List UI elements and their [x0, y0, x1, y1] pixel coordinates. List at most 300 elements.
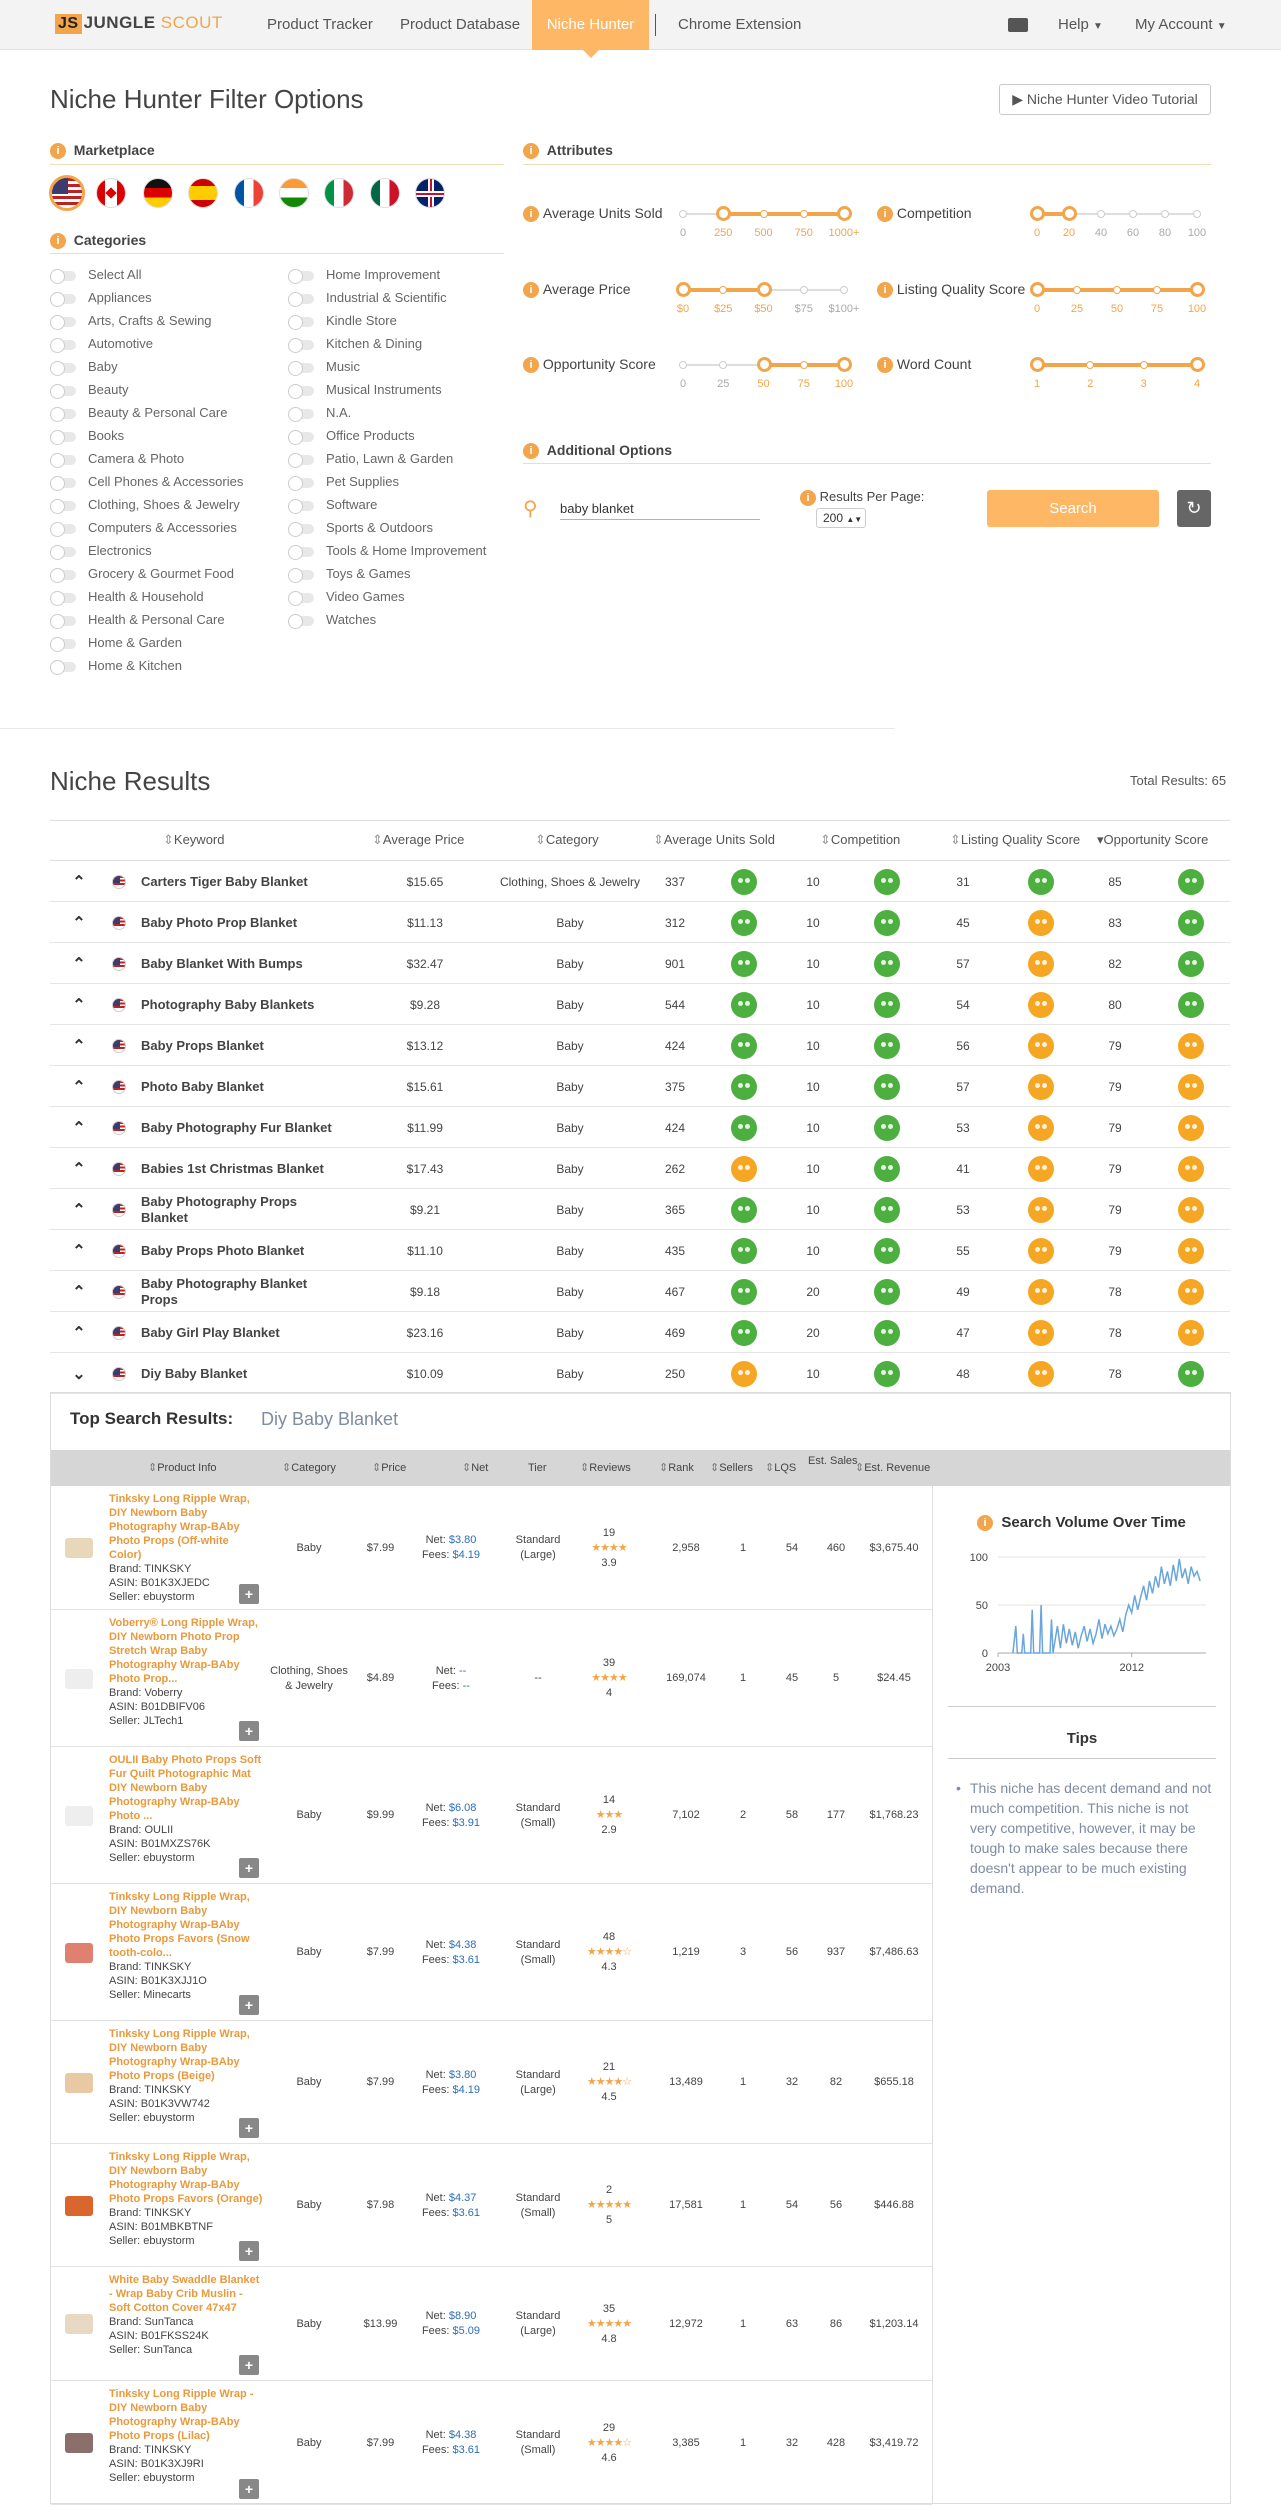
- keyword-text[interactable]: Baby Props Blanket: [141, 1037, 264, 1053]
- price-cell: [370, 984, 480, 1025]
- attribute-slider[interactable]: [1037, 358, 1197, 372]
- toggle-icon[interactable]: [50, 524, 76, 534]
- category-cell: [269, 1486, 349, 1610]
- product-lqs: 58: [785, 1809, 799, 1821]
- table-row[interactable]: [50, 1025, 1230, 1066]
- attribute-slider[interactable]: [683, 207, 844, 221]
- fees-value: $3.61: [452, 2444, 481, 2456]
- toggle-icon[interactable]: [288, 340, 314, 350]
- product-thumbnail[interactable]: [65, 1669, 93, 1689]
- product-sellers: 1: [739, 2436, 747, 2449]
- lqs-cell: [772, 1486, 812, 1610]
- chevron-up-icon[interactable]: ⌃: [72, 996, 86, 1014]
- add-product-icon[interactable]: +: [239, 2479, 259, 2499]
- table-row[interactable]: [50, 1312, 1230, 1353]
- category-toggle[interactable]: [288, 450, 453, 468]
- sellers-column-header[interactable]: [710, 1450, 753, 1486]
- product-sales: 56: [829, 2199, 843, 2211]
- video-tutorial-button[interactable]: ▶ Niche Hunter Video Tutorial: [999, 84, 1211, 115]
- add-product-icon[interactable]: +: [239, 1721, 259, 1741]
- net-value: $3.80: [448, 1534, 477, 1546]
- category-toggle[interactable]: [288, 519, 433, 537]
- product-title-link[interactable]: White Baby Swaddle Blanket - Wrap Baby Crib Muslin - Soft Cotton Cover 47x47: [109, 2274, 260, 2314]
- toggle-icon[interactable]: [288, 271, 314, 281]
- toggle-icon[interactable]: [288, 432, 314, 442]
- flag-uk[interactable]: [415, 178, 445, 208]
- keyword-cell[interactable]: [141, 902, 341, 943]
- slider-handle[interactable]: [1030, 357, 1045, 372]
- rank-cell: [651, 1747, 721, 1884]
- toggle-icon[interactable]: [288, 317, 314, 327]
- product-title-link[interactable]: Tinksky Long Ripple Wrap, DIY Newborn Baby Photography Wrap-BAby Photo Props (Beige): [109, 2028, 250, 2082]
- sort-icon[interactable]: ⇕: [462, 1462, 472, 1474]
- toggle-icon[interactable]: [288, 593, 314, 603]
- product-row[interactable]: [51, 1884, 932, 2021]
- fees-value: $3.91: [452, 1816, 481, 1829]
- slider-tick: [760, 210, 768, 218]
- sort-icon[interactable]: ⇕: [710, 1462, 720, 1474]
- logo[interactable]: JS JUNGLE SCOUT: [55, 13, 223, 34]
- reset-icon[interactable]: ↻: [1177, 490, 1211, 527]
- chevron-up-icon[interactable]: ⌃: [72, 1324, 86, 1342]
- table-row[interactable]: [50, 1230, 1230, 1271]
- category-column-header[interactable]: [535, 832, 599, 848]
- sellers-cell: [723, 2144, 763, 2267]
- expand-toggle[interactable]: [66, 1271, 92, 1312]
- est-revenue-column-header[interactable]: [855, 1450, 930, 1486]
- chevron-up-icon[interactable]: ⌃: [72, 1283, 86, 1301]
- toggle-icon[interactable]: [288, 570, 314, 580]
- flag-es[interactable]: [188, 178, 218, 208]
- category-toggle[interactable]: [50, 611, 225, 629]
- slider-handle[interactable]: [1190, 357, 1205, 372]
- product-row[interactable]: [51, 1747, 932, 1884]
- slider-tick-label: 100: [834, 378, 854, 390]
- category-toggle[interactable]: [288, 496, 377, 514]
- toggle-icon[interactable]: [288, 501, 314, 511]
- average-units-sold-column-header[interactable]: [653, 832, 775, 848]
- competition-cell: [793, 1353, 833, 1394]
- toggle-icon[interactable]: [50, 639, 76, 649]
- lqs-cell: [772, 2144, 812, 2267]
- keyword-text[interactable]: Baby Photography Props Blanket: [141, 1193, 298, 1225]
- product-thumbnail[interactable]: [65, 1806, 93, 1826]
- product-thumbnail[interactable]: [65, 1538, 93, 1558]
- flag-it[interactable]: [324, 178, 354, 208]
- product-row[interactable]: [51, 2267, 932, 2381]
- product-thumbnail[interactable]: [65, 2073, 93, 2093]
- flag-ca[interactable]: [96, 178, 126, 208]
- chevron-up-icon[interactable]: ⌃: [72, 1037, 86, 1055]
- chevron-up-icon[interactable]: ⌃: [72, 1201, 86, 1219]
- flag-us[interactable]: [49, 175, 85, 211]
- attribute-slider[interactable]: [683, 358, 844, 372]
- results-per-page-select[interactable]: 200 ▲▼: [816, 508, 866, 528]
- keyword-text[interactable]: Photo Baby Blanket: [141, 1078, 264, 1094]
- toggle-icon[interactable]: [288, 386, 314, 396]
- category-toggle[interactable]: [50, 427, 124, 445]
- toggle-icon[interactable]: [50, 455, 76, 465]
- units-score-cell: [724, 943, 764, 984]
- flag-fr[interactable]: [234, 178, 264, 208]
- bullet: •: [956, 1780, 961, 1796]
- fees-value: $4.19: [452, 1549, 481, 1561]
- category-toggle[interactable]: [50, 473, 243, 491]
- chevron-up-icon[interactable]: ⌃: [72, 873, 86, 891]
- sort-icon[interactable]: ⇕: [282, 1462, 292, 1474]
- category-toggle[interactable]: [288, 266, 440, 284]
- category-toggle[interactable]: [50, 565, 234, 583]
- category-toggle[interactable]: [50, 542, 152, 560]
- nav-chrome-extension[interactable]: Chrome Extension: [678, 16, 802, 33]
- chevron-up-icon[interactable]: ⌃: [72, 1078, 86, 1096]
- competition-cell: [793, 1107, 833, 1148]
- sort-icon[interactable]: ⇕: [765, 1462, 775, 1474]
- nav-product-tracker[interactable]: Product Tracker: [267, 16, 373, 33]
- slider-handle[interactable]: [1030, 206, 1045, 221]
- category-label: N.A.: [326, 405, 352, 420]
- expand-toggle[interactable]: [66, 1230, 92, 1271]
- nav-help[interactable]: Help ▼: [1058, 16, 1103, 33]
- category-toggle[interactable]: [288, 611, 376, 629]
- toggle-icon[interactable]: [288, 409, 314, 419]
- attribute-slider[interactable]: [1037, 207, 1197, 221]
- price-column-header[interactable]: [372, 1450, 406, 1486]
- product-row[interactable]: [51, 2144, 932, 2267]
- category-toggle[interactable]: [50, 634, 182, 652]
- sort-icon[interactable]: ⇕: [659, 1462, 669, 1474]
- category-toggle[interactable]: [288, 588, 405, 606]
- slider-tick-label: 50: [1110, 303, 1124, 315]
- opportunity-score-column-header[interactable]: [1097, 832, 1208, 848]
- product-thumbnail[interactable]: [65, 2196, 93, 2216]
- product-lqs: 56: [785, 1946, 799, 1958]
- add-product-icon[interactable]: +: [239, 2355, 259, 2375]
- table-row[interactable]: [50, 1066, 1230, 1107]
- nav-my-account[interactable]: My Account ▼: [1135, 16, 1227, 33]
- expand-toggle[interactable]: [66, 902, 92, 943]
- table-row[interactable]: [50, 861, 1230, 902]
- flag-us-icon: [112, 916, 126, 930]
- toggle-icon[interactable]: [50, 271, 76, 281]
- sort-icon[interactable]: ⇕: [855, 1462, 865, 1474]
- keyword-cell[interactable]: [141, 1230, 341, 1271]
- product-category: Baby: [296, 2317, 322, 2330]
- add-product-icon[interactable]: +: [239, 2241, 259, 2261]
- keyword-text[interactable]: Baby Photography Blanket Props: [141, 1275, 308, 1307]
- units-text: 424: [664, 1120, 686, 1135]
- table-row[interactable]: [50, 1271, 1230, 1312]
- keyword-cell[interactable]: [141, 943, 341, 984]
- slider-handle[interactable]: [757, 357, 772, 372]
- keyword-text[interactable]: Baby Blanket With Bumps: [141, 955, 303, 971]
- add-product-icon[interactable]: +: [239, 1584, 259, 1604]
- product-title-link[interactable]: Tinksky Long Ripple Wrap, DIY Newborn Baby Photography Wrap-BAby Photo Props Favors (Snow tooth-colo...: [109, 1891, 250, 1959]
- category-toggle[interactable]: [50, 266, 141, 284]
- category-toggle[interactable]: [50, 404, 227, 422]
- lqs-text: 57: [956, 956, 970, 971]
- expand-toggle[interactable]: [66, 861, 92, 902]
- keyword-cell[interactable]: [141, 1312, 341, 1353]
- units-text: 467: [664, 1284, 686, 1299]
- sort-icon[interactable]: ⇕: [820, 832, 831, 847]
- sort-icon[interactable]: ▾: [1097, 832, 1104, 847]
- sales-cell: [816, 1486, 856, 1610]
- toggle-icon[interactable]: [288, 294, 314, 304]
- category-toggle[interactable]: [288, 381, 442, 399]
- units-score-cell: [724, 1066, 764, 1107]
- keyword-cell[interactable]: [141, 1107, 341, 1148]
- toggle-icon[interactable]: [50, 386, 76, 396]
- product-row[interactable]: [51, 1610, 932, 1747]
- product-title-link[interactable]: OULII Baby Photo Props Soft Fur Quilt Photographic Mat DIY Newborn Baby Photography Wrap-BAby Photo ...: [109, 1754, 262, 1822]
- listing-quality-column-header[interactable]: [950, 832, 1080, 848]
- keyword-text[interactable]: Baby Props Photo Blanket: [141, 1242, 305, 1258]
- table-row[interactable]: [50, 902, 1230, 943]
- expand-toggle[interactable]: [66, 984, 92, 1025]
- units-cell: [650, 1025, 700, 1066]
- attribute-slider[interactable]: [1037, 283, 1197, 297]
- expand-toggle[interactable]: [66, 1107, 92, 1148]
- monkey-score-icon: [731, 951, 757, 977]
- keyword-column-header[interactable]: [163, 832, 224, 848]
- keyword-text[interactable]: Carters Tiger Baby Blanket: [141, 873, 308, 889]
- category-toggle[interactable]: [50, 381, 128, 399]
- monkey-score-icon: [874, 1238, 900, 1264]
- net-line: [426, 1938, 477, 1953]
- product-thumbnail[interactable]: [65, 1943, 93, 1963]
- nav-niche-hunter[interactable]: Niche Hunter: [532, 0, 649, 50]
- category-toggle[interactable]: [50, 312, 212, 330]
- toggle-icon[interactable]: [50, 570, 76, 580]
- expand-toggle[interactable]: [66, 943, 92, 984]
- toggle-icon[interactable]: [288, 547, 314, 557]
- toggle-icon[interactable]: [288, 524, 314, 534]
- net-label: Net:: [425, 2191, 446, 2204]
- keyword-cell[interactable]: [141, 1025, 341, 1066]
- chevron-up-icon[interactable]: ⌃: [72, 1119, 86, 1137]
- sort-icon[interactable]: ⇕: [372, 1462, 382, 1474]
- category-toggle[interactable]: [288, 335, 422, 353]
- rank-column-header[interactable]: [659, 1450, 694, 1486]
- toggle-icon[interactable]: [50, 317, 76, 327]
- table-row[interactable]: [50, 1107, 1230, 1148]
- product-sales: 937: [826, 1946, 846, 1958]
- review-count: 19: [602, 1526, 616, 1539]
- category-toggle[interactable]: [288, 565, 411, 583]
- sort-icon[interactable]: ⇕: [653, 832, 664, 847]
- sort-icon[interactable]: ⇕: [148, 1462, 158, 1474]
- monkey-score-icon: [1178, 1238, 1204, 1264]
- toggle-icon[interactable]: [50, 363, 76, 373]
- attribute-slider[interactable]: [683, 283, 844, 297]
- product-category: Baby: [296, 1541, 322, 1554]
- slider-handle[interactable]: [716, 206, 731, 221]
- category-toggle[interactable]: [50, 657, 182, 675]
- sort-icon[interactable]: ⇕: [372, 832, 383, 847]
- category-toggle[interactable]: [50, 335, 153, 353]
- keyword-cell[interactable]: [141, 861, 341, 902]
- category-label: Computers & Accessories: [88, 520, 237, 535]
- search-button[interactable]: Search: [987, 490, 1159, 527]
- keyword-text[interactable]: Baby Photo Prop Blanket: [141, 914, 298, 930]
- table-row[interactable]: [50, 984, 1230, 1025]
- toggle-icon[interactable]: [50, 478, 76, 488]
- slider-handle[interactable]: [676, 282, 691, 297]
- chevron-up-icon[interactable]: ⌃: [72, 1242, 86, 1260]
- keyword-search-input[interactable]: baby blanket: [560, 498, 760, 520]
- reviews-column-header[interactable]: [580, 1450, 631, 1486]
- slider-tick-label: 25: [1070, 303, 1084, 315]
- review-count: 39: [602, 1657, 616, 1669]
- sort-icon[interactable]: ⇕: [580, 1462, 590, 1474]
- slider-handle[interactable]: [1190, 282, 1205, 297]
- toggle-icon[interactable]: [50, 340, 76, 350]
- category-cell: [269, 1610, 349, 1747]
- sort-icon[interactable]: ⇕: [163, 832, 174, 847]
- reviews-cell: [574, 2381, 644, 2505]
- toggle-icon[interactable]: [50, 547, 76, 557]
- category-toggle[interactable]: [288, 404, 351, 422]
- category-toggle[interactable]: [288, 427, 415, 445]
- add-product-icon[interactable]: +: [239, 1995, 259, 2015]
- rating-stars-icon: ★★★★☆: [586, 2076, 632, 2088]
- product-info-column-header[interactable]: [148, 1450, 217, 1486]
- flag-mx[interactable]: [370, 178, 400, 208]
- category-column-header[interactable]: [282, 1450, 336, 1486]
- product-row[interactable]: [51, 2381, 932, 2505]
- toggle-icon[interactable]: [288, 478, 314, 488]
- toggle-icon[interactable]: [288, 455, 314, 465]
- product-title-link[interactable]: Tinksky Long Ripple Wrap, DIY Newborn Baby Photography Wrap-BAby Photo Props Favors (Orange): [109, 2151, 263, 2205]
- slider-handle[interactable]: [1030, 282, 1045, 297]
- sort-icon[interactable]: ⇕: [950, 832, 961, 847]
- keyword-cell[interactable]: [141, 1189, 341, 1230]
- average-price-column-header[interactable]: [372, 832, 464, 848]
- chevron-up-icon[interactable]: ⌃: [72, 1160, 86, 1178]
- toggle-icon[interactable]: [50, 662, 76, 672]
- category-toggle[interactable]: [50, 450, 184, 468]
- keyword-cell[interactable]: [141, 984, 341, 1025]
- flag-de[interactable]: [143, 178, 173, 208]
- net-line: [426, 1533, 477, 1548]
- slider-tick-label: 500: [754, 227, 773, 239]
- table-row[interactable]: [50, 1189, 1230, 1230]
- add-product-icon[interactable]: +: [239, 2118, 259, 2138]
- sort-icon[interactable]: ⇕: [535, 832, 546, 847]
- chevron-up-icon[interactable]: ⌃: [72, 955, 86, 973]
- monkey-score-icon: [1178, 1197, 1204, 1223]
- chevron-down-icon[interactable]: ⌄: [72, 1365, 86, 1383]
- lqs-column-header[interactable]: [765, 1450, 796, 1486]
- product-title-link[interactable]: Voberry® Long Ripple Wrap, DIY Newborn Photo Prop Stretch Wrap Baby Photography Wrap-BAby Photo Prop...: [109, 1617, 258, 1685]
- rank-cell: [651, 2144, 721, 2267]
- category-toggle[interactable]: [288, 358, 360, 376]
- competition-column-header[interactable]: [820, 832, 900, 848]
- toggle-icon[interactable]: [288, 363, 314, 373]
- product-row[interactable]: [51, 2021, 932, 2144]
- net-column-header[interactable]: [462, 1450, 488, 1486]
- keyword-text[interactable]: Photography Baby Blankets: [141, 996, 315, 1012]
- net-line: [426, 2309, 477, 2324]
- search-volume-chart: [948, 1545, 1218, 1690]
- flag-in[interactable]: [279, 178, 309, 208]
- product-row[interactable]: [51, 1486, 932, 1610]
- chevron-up-icon[interactable]: ⌃: [72, 914, 86, 932]
- category-toggle[interactable]: [50, 496, 240, 514]
- product-title-link[interactable]: Tinksky Long Ripple Wrap, DIY Newborn Baby Photography Wrap-BAby Photo Props (Off-white Color): [109, 1493, 250, 1561]
- toggle-icon[interactable]: [50, 432, 76, 442]
- category-toggle[interactable]: [50, 588, 204, 606]
- nav-product-database[interactable]: Product Database: [400, 16, 521, 33]
- expand-toggle[interactable]: [66, 1312, 92, 1353]
- keyword-cell[interactable]: [141, 1148, 341, 1189]
- expand-toggle[interactable]: [66, 1025, 92, 1066]
- category-toggle[interactable]: [288, 542, 486, 560]
- product-sellers: 2: [739, 1809, 747, 1821]
- competition-cell: [793, 1230, 833, 1271]
- product-brand: Brand: TINKSKY: [109, 2207, 192, 2219]
- expand-toggle[interactable]: [66, 1189, 92, 1230]
- opportunity-cell: [1095, 943, 1135, 984]
- opportunity-cell: [1095, 861, 1135, 902]
- slider-handle[interactable]: [837, 357, 852, 372]
- table-row[interactable]: [50, 1353, 1230, 1394]
- category-toggle[interactable]: [288, 289, 447, 307]
- slider-handle[interactable]: [1062, 206, 1077, 221]
- category-toggle[interactable]: [50, 289, 152, 307]
- expand-toggle[interactable]: [66, 1353, 92, 1394]
- competition-text: 20: [806, 1284, 820, 1299]
- toggle-icon[interactable]: [50, 501, 76, 511]
- keyword-text[interactable]: Baby Girl Play Blanket: [141, 1324, 280, 1340]
- product-thumbnail[interactable]: [65, 2314, 93, 2334]
- keyword-text[interactable]: Diy Baby Blanket: [141, 1365, 248, 1381]
- expand-toggle[interactable]: [66, 1066, 92, 1107]
- tier-column-header[interactable]: [528, 1450, 547, 1486]
- toggle-icon[interactable]: [50, 593, 76, 603]
- keyword-cell[interactable]: [141, 1353, 341, 1394]
- table-row[interactable]: [50, 943, 1230, 984]
- slider-handle[interactable]: [837, 206, 852, 221]
- toggle-icon[interactable]: [50, 294, 76, 304]
- toggle-icon[interactable]: [50, 616, 76, 626]
- keyword-cell[interactable]: [141, 1271, 341, 1312]
- category-toggle[interactable]: [50, 358, 118, 376]
- product-thumbnail[interactable]: [65, 2433, 93, 2453]
- keyword-cell[interactable]: [141, 1066, 341, 1107]
- table-row[interactable]: [50, 1148, 1230, 1189]
- category-toggle[interactable]: [50, 519, 237, 537]
- keyword-text[interactable]: Babies 1st Christmas Blanket: [141, 1160, 324, 1176]
- expand-toggle[interactable]: [66, 1148, 92, 1189]
- product-sellers: 1: [739, 2076, 747, 2088]
- add-product-icon[interactable]: +: [239, 1858, 259, 1878]
- slider-handle[interactable]: [757, 282, 772, 297]
- rating-value: 4.8: [601, 2332, 617, 2345]
- monkey-score-icon: [1028, 1156, 1054, 1182]
- keyword-text[interactable]: Baby Photography Fur Blanket: [141, 1119, 332, 1135]
- toggle-icon[interactable]: [50, 409, 76, 419]
- flag-us-icon: [112, 1326, 126, 1340]
- net-value: $3.80: [448, 2068, 477, 2081]
- opportunity-score-cell: [1171, 861, 1211, 902]
- category-toggle[interactable]: [288, 312, 397, 330]
- mail-icon[interactable]: [1008, 18, 1028, 32]
- category-toggle[interactable]: [288, 473, 399, 491]
- toggle-icon[interactable]: [288, 616, 314, 626]
- product-title-link[interactable]: Tinksky Long Ripple Wrap - DIY Newborn Baby Photography Wrap-BAby Photo Props (Lilac): [109, 2388, 254, 2442]
